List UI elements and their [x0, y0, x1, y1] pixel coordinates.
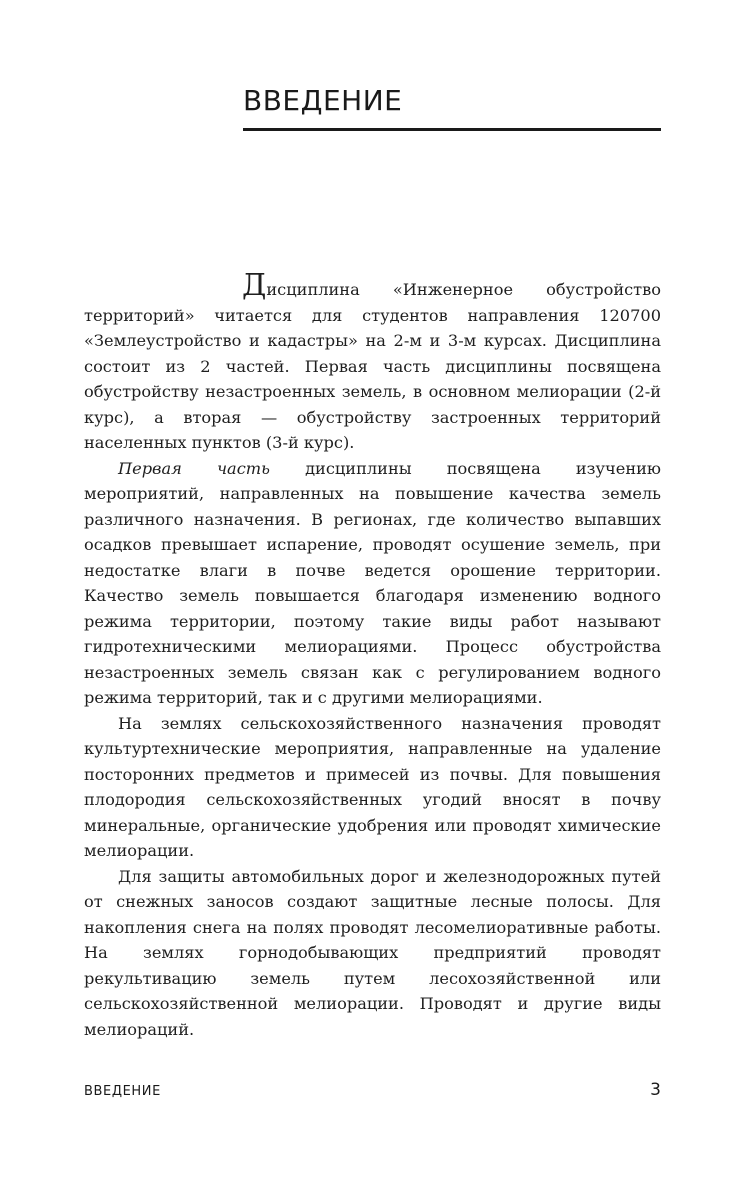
chapter-title: ВВЕДЕНИЕ — [243, 84, 403, 117]
paragraph-2-text: дисциплины посвящена изучению мероприятий, направленных на повышение качества земель различного назначения. В регионах, где количество выпавших осадков превышает испарение, проводят осушение земель, при недостатке влаги в почве ведется орошение территории. Качество земель повышается благодаря изменению водного режима территории, поэтому такие виды работ называют гидротехническими мелиорациями. Процесс обустройства незастроенных земель связан как с регулированием водного режима территорий, так и с другими мелиорациями. — [84, 458, 661, 707]
paragraph-2-emphasis: Первая часть — [118, 458, 270, 478]
paragraph-1-text: исциплина «Инженерное обустройство территорий» читается для студентов направления 120700 «Землеустройство и кадастры» на 2-м и 3-м курсах. Дисциплина состоит из 2 частей. Первая часть дисциплины посвящена обустройству незастроенных земель, в основном мелиорации (2-й курс), а вторая — обустройству застроенных территорий населенных пунктов (3-й курс). — [84, 280, 661, 452]
initial-letter: Д — [242, 268, 267, 303]
paragraph-1 — [84, 268, 661, 456]
paragraph-4: Для защиты автомобильных дорог и железнодорожных путей от снежных заносов создают защитные лесные полосы. Для накопления снега на полях проводят лесомелиоративные работы. На землях горнодобывающих предприятий проводят рекультивацию земель путем лесохозяйственной или сельскохозяйственной мелиорации. Проводят и другие виды мелиораций. — [84, 866, 661, 1039]
paragraph-2 — [84, 456, 661, 711]
running-footer-title: ВВЕДЕНИЕ — [84, 1084, 161, 1099]
page-number: 3 — [650, 1080, 661, 1100]
paragraph-3: На землях сельскохозяйственного назначения проводят культуртехнические мероприятия, направленные на удаление посторонних предметов и примесей из почвы. Для повышения плодородия сельскохозяйственных угодий вносят в почву минеральные, органические удобрения или проводят химические мелиорации. — [84, 713, 661, 860]
chapter-body — [84, 268, 661, 1042]
title-underline — [243, 128, 661, 131]
